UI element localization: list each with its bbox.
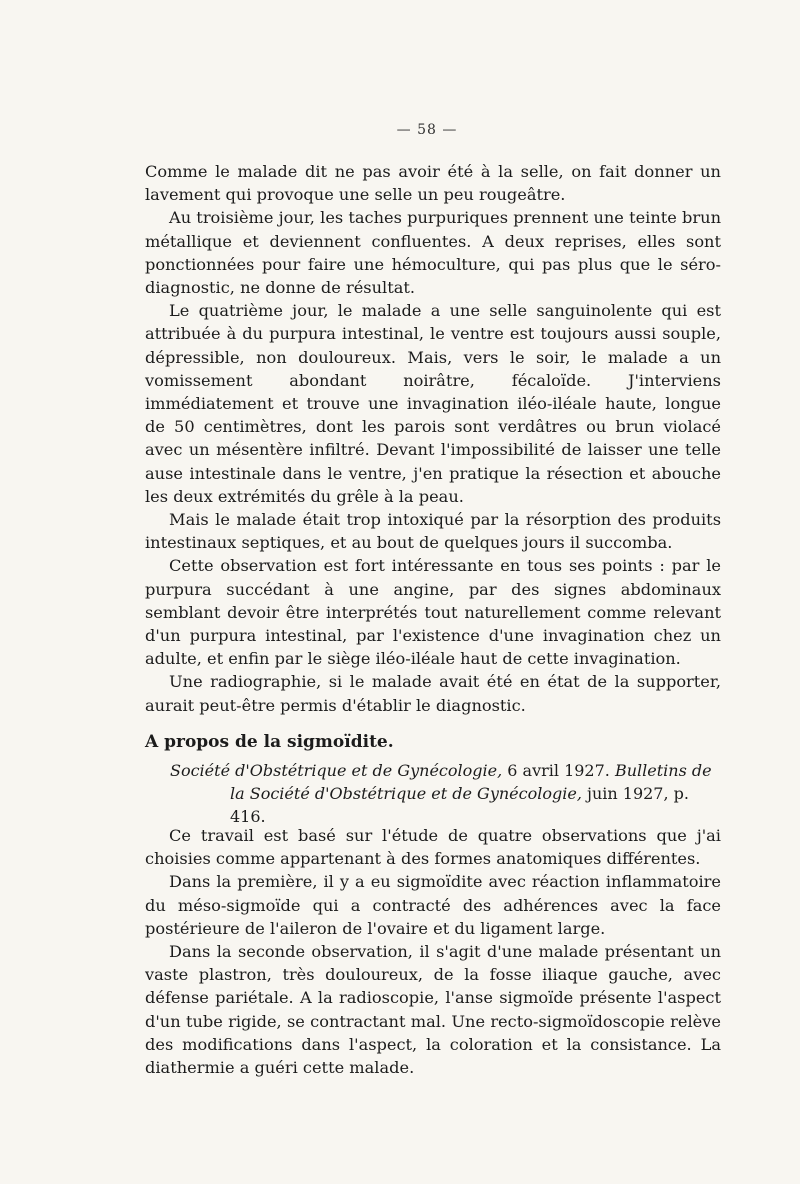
- page-number: — 58 —: [396, 122, 458, 138]
- paragraph: Au troisième jour, les taches purpuriques prennent une teinte brun métallique et deviennent confluentes. A deux reprises, elles sont ponctionnées pour faire une hémoculture, qui pas plus que le séro-diagnostic, ne donne de résultat.: [145, 208, 721, 298]
- paragraph: Une radiographie, si le malade avait été en état de la supporter, aurait peut-être permis d'établir le diagnostic.: [145, 672, 721, 715]
- reference-issue: juin 1927, p. 416.: [230, 784, 689, 826]
- paragraph: Cette observation est fort intéressante en tous ses points : par le purpura succédant à une angine, par des signes abdominaux semblant devoir être interprétés tout naturellement comme relevant d'un purpura intestinal, par l'existence d'une invagination chez un adulte, et enfin par le siège iléo-iléale haut de cette invagination.: [145, 556, 721, 669]
- publication-reference: [170, 759, 722, 828]
- paragraph: Comme le malade dit ne pas avoir été à la selle, on fait donner un lavement qui provoque une selle un peu rougeâtre.: [145, 162, 721, 205]
- reference-line-1: [170, 759, 722, 782]
- reference-bulletin-cont: la Société d'Obstétrique et de Gynécologie,: [230, 784, 582, 803]
- reference-bulletin: Bulletins de: [614, 761, 712, 780]
- reference-society: Société d'Obstétrique et de Gynécologie,: [170, 761, 503, 780]
- sigmoiditis-text: [145, 824, 721, 1079]
- section-title: A propos de la sigmoïdite.: [145, 732, 394, 752]
- paragraph: Mais le malade était trop intoxiqué par la résorption des produits intestinaux septiques, et au bout de quelques jours il succomba.: [145, 510, 721, 553]
- paragraph: Dans la première, il y a eu sigmoïdite avec réaction inflammatoire du méso-sigmoïde qui a contracté des adhérences avec la face postérieure de l'aileron de l'ovaire et du ligament large.: [145, 872, 721, 938]
- case-report-text: [145, 160, 721, 717]
- paragraph: Ce travail est basé sur l'étude de quatre observations que j'ai choisies comme appartenant à des formes anatomiques différentes.: [145, 826, 721, 869]
- paragraph: Dans la seconde observation, il s'agit d'une malade présentant un vaste plastron, très douloureux, de la fosse iliaque gauche, avec défense pariétale. A la radioscopie, l'anse sigmoïde présente l'aspect d'un tube rigide, se contractant mal. Une recto-sigmoïdoscopie relève des modifications dans l'aspect, la coloration et la consistance. La diathermie a guéri cette malade.: [145, 942, 721, 1078]
- reference-date: 6 avril 1927.: [502, 761, 615, 780]
- paragraph: Le quatrième jour, le malade a une selle sanguinolente qui est attribuée à du purpura intestinal, le ventre est toujours aussi souple, dépressible, non douloureux. Mais, vers le soir, le malade a un vomissement abondant noirâtre, fécaloïde. J'interviens immédiatement et trouve une invagination iléo-iléale haute, longue de 50 centimètres, dont les parois sont verdâtres ou brun violacé avec un mésentère infiltré. Devant l'impossibilité de laisser une telle ause intestinale dans le ventre, j'en pratique la résection et abouche les deux extrémités du grêle à la peau.: [145, 301, 721, 506]
- reference-line-2: [170, 782, 722, 828]
